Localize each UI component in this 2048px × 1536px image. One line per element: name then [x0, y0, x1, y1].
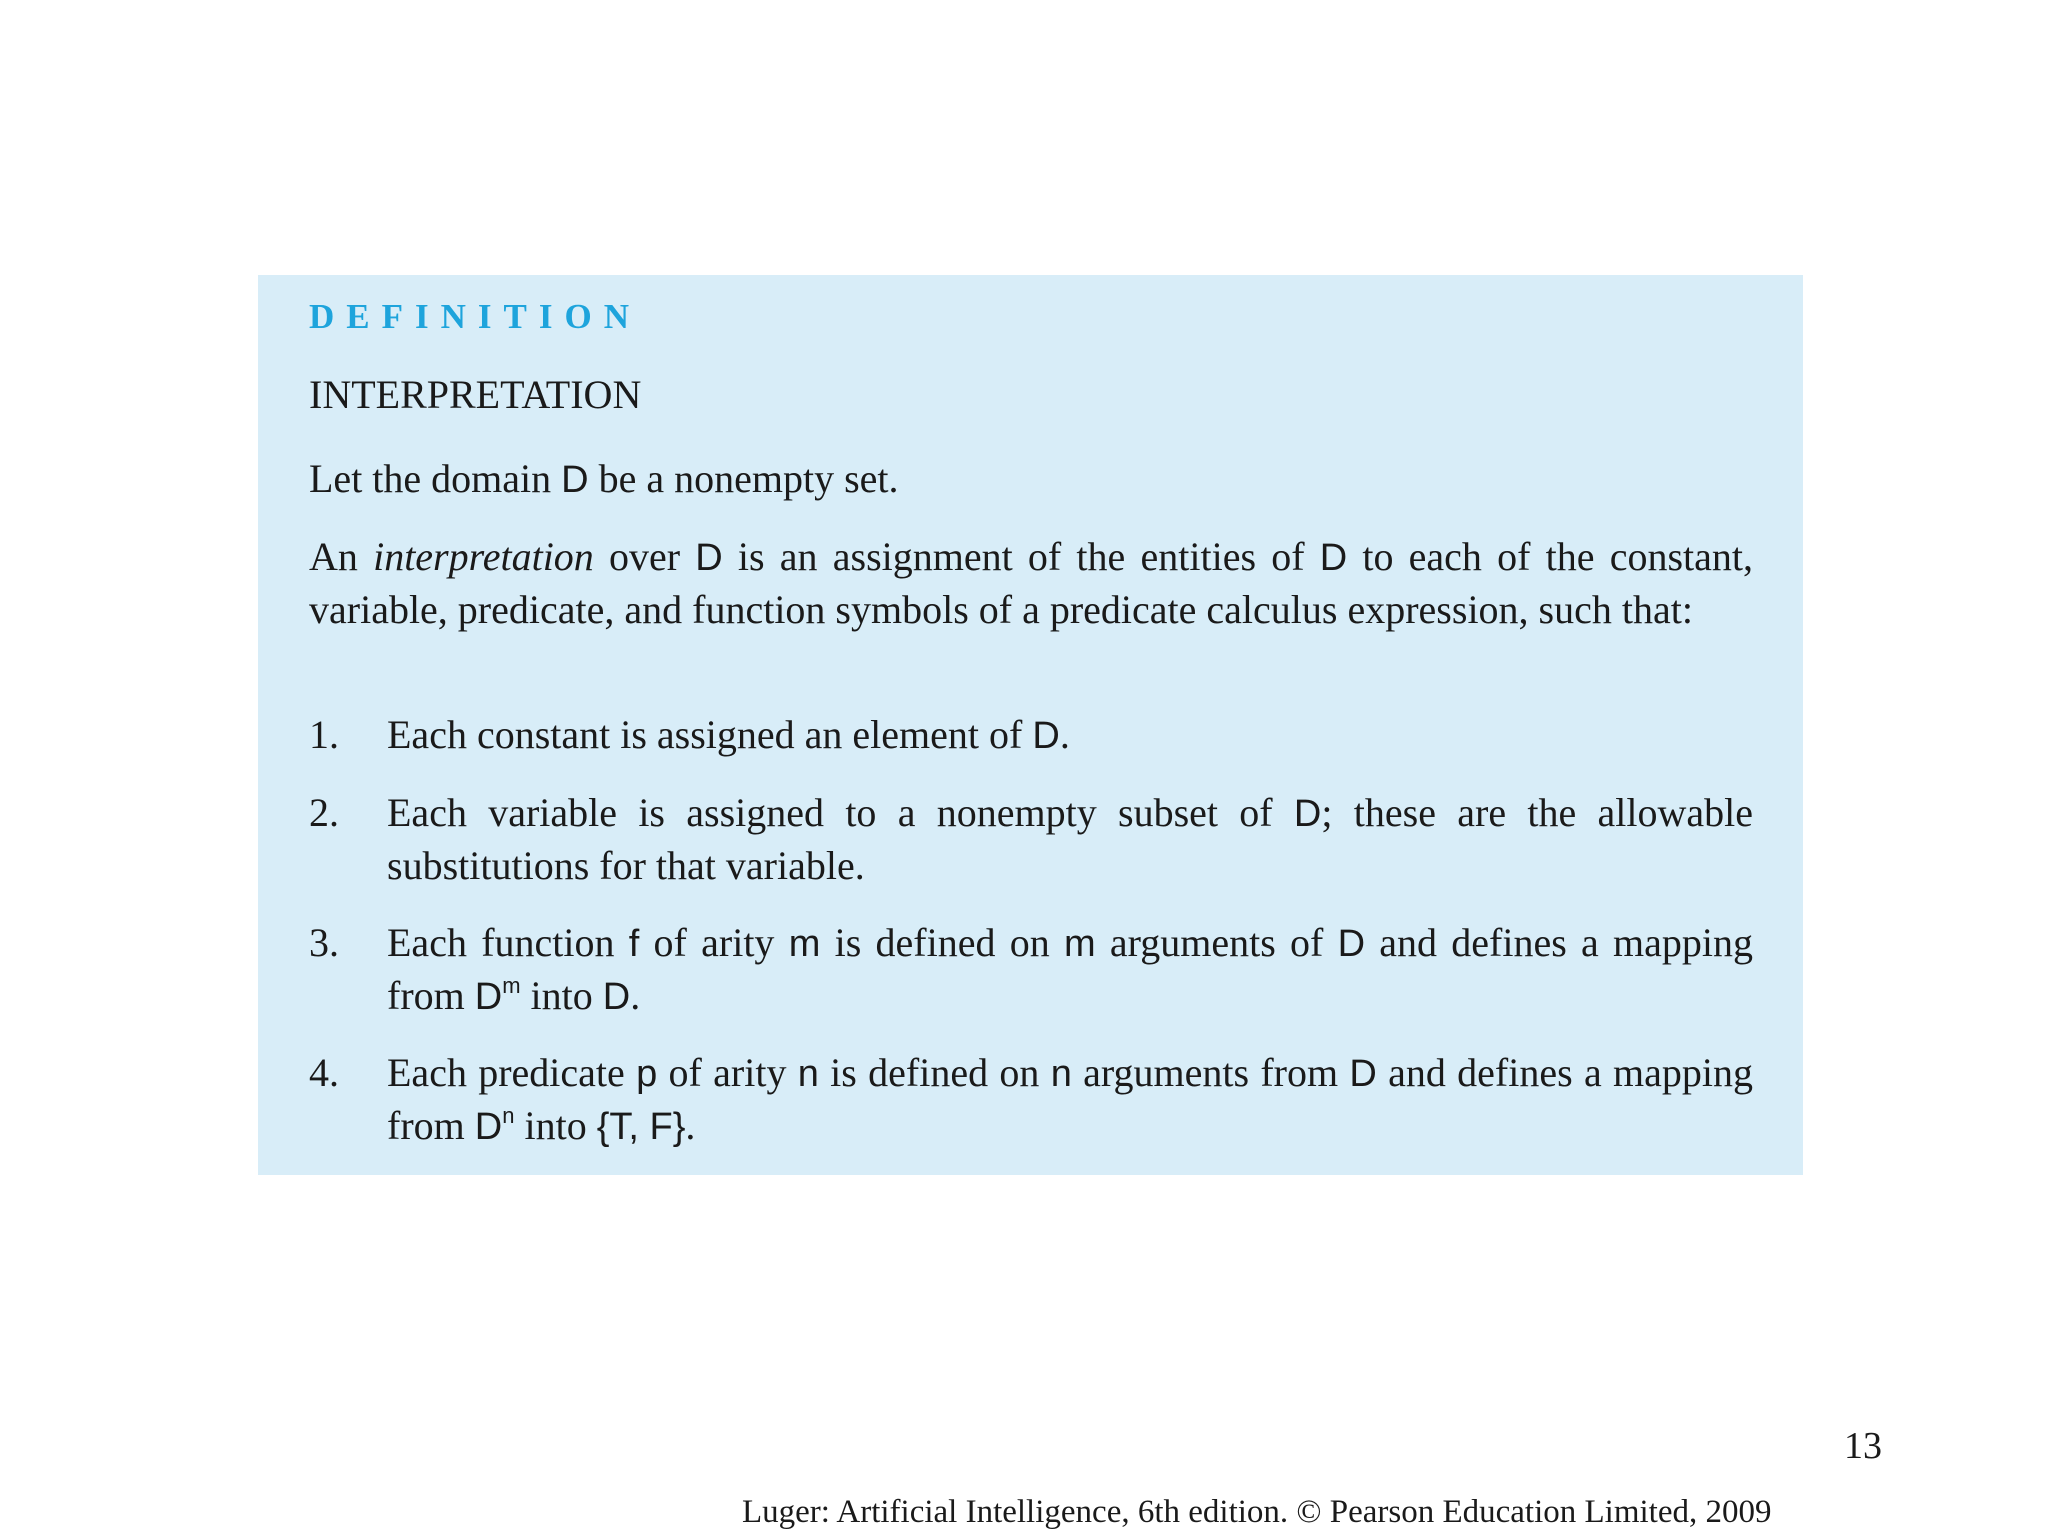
- footer-citation: Luger: Artificial Intelligence, 6th edition. © Pearson Education Limited, 2009: [742, 1494, 1772, 1530]
- list-item-2: [309, 787, 1753, 892]
- item3-symbol-3: m: [1063, 923, 1096, 965]
- item3-text-4: arguments of: [1095, 920, 1338, 965]
- definition-label: DEFINITION: [309, 297, 641, 336]
- item4-symbol-5: D: [474, 1106, 503, 1148]
- interp-text-3: is an assignment of the entities of: [722, 534, 1320, 579]
- item1-symbol-1: D: [1032, 715, 1060, 757]
- item4-superscript: n: [502, 1103, 515, 1128]
- list-text: [387, 1047, 1753, 1153]
- interp-text-4: to each of the constant, variable, predicate, and function symbols of a predicate calculus expression, such that:: [309, 534, 1753, 632]
- item3-superscript: m: [502, 973, 521, 998]
- interp-text-1: An: [309, 534, 374, 579]
- list-number: 1.: [309, 712, 339, 757]
- list-item-3: [309, 917, 1753, 1023]
- item3-text-2: of arity: [639, 920, 789, 965]
- list-item-4: [309, 1047, 1753, 1153]
- definition-box: [258, 275, 1803, 1175]
- item4-symbol-4: D: [1349, 1053, 1377, 1095]
- domain-symbol: D: [561, 459, 589, 501]
- item4-symbol-1: p: [636, 1053, 658, 1095]
- item3-symbol-1: f: [628, 923, 640, 965]
- item3-text-6: into: [520, 973, 603, 1018]
- item4-text-5: and defines a mapping from: [387, 1050, 1753, 1148]
- list-text: [387, 917, 1753, 1023]
- item3-symbol-5: D: [474, 976, 503, 1018]
- item3-text-1: Each function: [387, 920, 629, 965]
- interp-text-2: over: [593, 534, 696, 579]
- item1-text-2: .: [1059, 712, 1070, 757]
- domain-text-pre: Let the domain: [309, 456, 562, 501]
- item4-text-4: arguments from: [1071, 1050, 1350, 1095]
- list-text: [387, 787, 1753, 892]
- item4-symbol-2: n: [797, 1053, 819, 1095]
- item3-text-3: is defined on: [820, 920, 1064, 965]
- interpretation-paragraph: [309, 531, 1753, 636]
- item3-symbol-2: m: [788, 923, 821, 965]
- list-item-1: [309, 709, 1753, 762]
- item4-text-3: is defined on: [818, 1050, 1051, 1095]
- interp-symbol-2: D: [1319, 537, 1348, 579]
- definition-title: INTERPRETATION: [309, 372, 642, 417]
- interp-emphasis: interpretation: [373, 534, 594, 579]
- domain-text-post: be a nonempty set.: [588, 456, 899, 501]
- item3-symbol-6: D: [602, 976, 631, 1018]
- item2-text-2: ; these are the allowable substitutions for that variable.: [387, 790, 1753, 888]
- item3-text-5: and defines a mapping from: [387, 920, 1754, 1018]
- list-number: 3.: [309, 920, 339, 965]
- item2-text-1: Each variable is assigned to a nonempty subset of: [387, 790, 1294, 835]
- list-number: 4.: [309, 1050, 339, 1095]
- item3-text-7: .: [630, 973, 641, 1018]
- item4-text-6: into: [514, 1103, 597, 1148]
- item3-symbol-4: D: [1337, 923, 1366, 965]
- item4-text-2: of arity: [657, 1050, 798, 1095]
- item4-symbol-6: {T, F}: [596, 1106, 686, 1148]
- item2-symbol-1: D: [1293, 793, 1322, 835]
- item4-text-7: .: [685, 1103, 696, 1148]
- interp-symbol-1: D: [695, 537, 723, 579]
- item1-text-1: Each constant is assigned an element of: [387, 712, 1033, 757]
- page-number: 13: [1844, 1425, 1882, 1467]
- item4-text-1: Each predicate: [387, 1050, 637, 1095]
- domain-paragraph: [309, 453, 1753, 506]
- list-text: [387, 709, 1753, 762]
- list-number: 2.: [309, 790, 339, 835]
- item4-symbol-3: n: [1050, 1053, 1072, 1095]
